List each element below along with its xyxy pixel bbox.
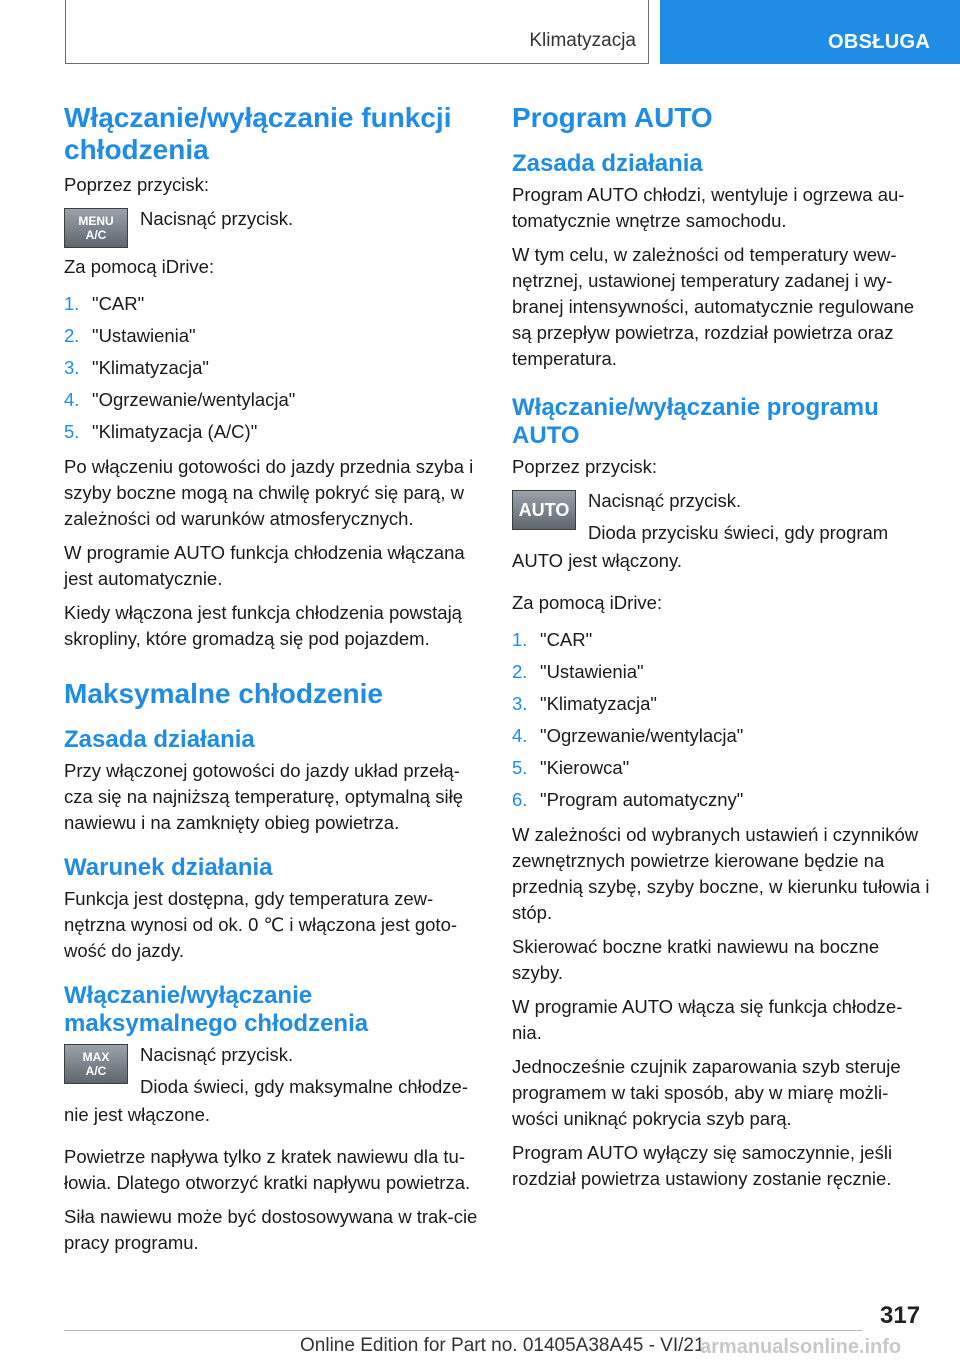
via-idrive-label: Za pomocą iDrive: xyxy=(64,256,215,277)
paragraph: W programie AUTO włącza się funkcja chłodze-nia. xyxy=(512,996,903,1043)
list-item xyxy=(64,320,480,352)
paragraph: W zależności od wybranych ustawień i czynników zewnętrznych powietrze kierowane będzie na przednią szybę, szyby boczne, w kierunku tułowia i stóp. xyxy=(512,824,930,923)
max-button-led-info: Dioda świeci, gdy maksymalne chłodze- xyxy=(140,1076,468,1097)
paragraph: W programie AUTO funkcja chłodzenia włączana jest automatycznie. xyxy=(64,542,465,589)
step-number: 3. xyxy=(64,357,80,378)
via-button-label: Poprzez przycisk: xyxy=(64,174,209,195)
paragraph: Program AUTO chłodzi, wentyluje i ogrzewa au-tomatycznie wnętrze samochodu. xyxy=(512,184,905,231)
auto-button-label: AUTO xyxy=(518,500,570,520)
page-number: 317 xyxy=(880,1302,921,1329)
header-box xyxy=(65,0,649,64)
step-text: "Ogrzewanie/wentylacja" xyxy=(540,725,744,746)
max-ac-button-icon xyxy=(64,1044,128,1084)
list-item xyxy=(512,752,932,784)
paragraph: Funkcja jest dostępna, gdy temperatura zew-nętrzna wynosi od ok. 0 ℃ i włączona jest goto-wość do jazdy. xyxy=(64,888,458,961)
list-item xyxy=(512,656,932,688)
step-number: 1. xyxy=(64,293,80,314)
paragraph: Powietrze napływa tylko z kratek nawiewu dla tu-łowia. Dlatego otworzyć kratki napływu powietrza. xyxy=(64,1146,471,1193)
footer-divider xyxy=(64,1330,862,1331)
auto-button-led-info: Dioda przycisku świeci, gdy program xyxy=(588,522,889,543)
step-text: "Klimatyzacja" xyxy=(92,357,209,378)
header-section-title: Klimatyzacja xyxy=(529,30,636,51)
paragraph: Siła nawiewu może być dostosowywana w trak-cie pracy programu. xyxy=(64,1206,478,1253)
step-text: "CAR" xyxy=(92,293,145,314)
list-item xyxy=(512,624,932,656)
ac-button-instruction: Nacisnąć przycisk. xyxy=(140,208,294,229)
step-text: "Kierowca" xyxy=(540,757,630,778)
list-item xyxy=(512,720,932,752)
step-text: "Klimatyzacja (A/C)" xyxy=(92,421,258,442)
auto-button-row xyxy=(512,488,932,546)
list-item xyxy=(512,784,932,816)
step-text: "Ustawienia" xyxy=(92,325,196,346)
step-text: "Ogrzewanie/wentylacja" xyxy=(92,389,296,410)
heading-cooling-toggle: Włączanie/wyłączanie funkcji chłodzenia xyxy=(64,102,452,165)
idrive-steps-list xyxy=(64,288,480,448)
menu-ac-line1: MENU xyxy=(78,214,114,228)
paragraph: Kiedy włączona jest funkcja chłodzenia powstają skropliny, które gromadzą się pod pojazdem. xyxy=(64,602,462,649)
list-item xyxy=(64,288,480,320)
paragraph: Po włączeniu gotowości do jazdy przednia szyba i szyby boczne mogą na chwilę pokryć się parą, w zależności od warunków atmosferycznych. xyxy=(64,456,474,529)
step-number: 5. xyxy=(64,421,80,442)
max-button-row xyxy=(64,1042,480,1100)
paragraph: Jednocześnie czujnik zaparowania szyb steruje programem w taki sposób, aby w miarę możli-wości uniknąć pokrycia szyb parą. xyxy=(512,1056,901,1129)
list-item xyxy=(64,416,480,448)
watermark: armanualsonline.info xyxy=(700,1336,902,1358)
header-chapter-tab xyxy=(660,0,960,64)
auto-button-led-info-cont: AUTO jest włączony. xyxy=(512,550,682,571)
step-number: 2. xyxy=(64,325,80,346)
auto-button-instruction: Nacisnąć przycisk. xyxy=(588,490,742,511)
max-button-text xyxy=(140,1042,468,1100)
step-text: "CAR" xyxy=(540,629,593,650)
step-text: "Ustawienia" xyxy=(540,661,644,682)
heading-max-toggle: Włączanie/wyłączanie maksymalnego chłodzenia xyxy=(64,982,369,1037)
step-number: 1. xyxy=(512,629,528,650)
paragraph: W tym celu, w zależności od temperatury wew-nętrznej, ustawionej temperatury zadanej i wy-branej intensywności, automatycznie regulowane są przepływ powietrza, rozdział powietrza oraz temperatura. xyxy=(512,244,915,369)
max-button-instruction: Nacisnąć przycisk. xyxy=(140,1044,294,1065)
step-number: 4. xyxy=(64,389,80,410)
heading-auto-toggle: Włączanie/wyłączanie programu AUTO xyxy=(512,394,879,449)
right-column xyxy=(512,102,932,1200)
list-item xyxy=(64,384,480,416)
step-number: 3. xyxy=(512,693,528,714)
step-number: 2. xyxy=(512,661,528,682)
step-number: 4. xyxy=(512,725,528,746)
max-ac-line2: A/C xyxy=(85,1064,107,1078)
max-button-led-info-cont: nie jest włączone. xyxy=(64,1104,211,1125)
step-number: 6. xyxy=(512,789,528,810)
heading-condition: Warunek działania xyxy=(64,854,273,881)
via-idrive-label: Za pomocą iDrive: xyxy=(512,592,663,613)
menu-ac-button-icon xyxy=(64,208,128,248)
paragraph: Program AUTO wyłączy się samoczynnie, jeśli rozdział powietrza ustawiony zostanie ręcznie. xyxy=(512,1142,893,1189)
auto-button-text xyxy=(588,488,888,546)
list-item xyxy=(512,688,932,720)
heading-max-cooling: Maksymalne chłodzenie xyxy=(64,678,384,709)
footer-edition: Online Edition for Part no. 01405A38A45 - VI/21 xyxy=(300,1335,705,1356)
idrive-steps-list xyxy=(512,624,932,816)
heading-principle: Zasada działania xyxy=(64,726,255,753)
step-text: "Program automatyczny" xyxy=(540,789,744,810)
via-button-label: Poprzez przycisk: xyxy=(512,456,657,477)
header-chapter-label: OBSŁUGA xyxy=(828,31,931,53)
max-ac-line1: MAX xyxy=(82,1050,110,1064)
paragraph: Przy włączonej gotowości do jazdy układ przełą-cza się na najniższą temperaturę, optymalną siłę nawiewu i na zamknięty obieg powietrza. xyxy=(64,760,463,833)
heading-principle: Zasada działania xyxy=(512,150,703,177)
list-item xyxy=(64,352,480,384)
left-column xyxy=(64,102,480,1264)
ac-button-row xyxy=(64,206,480,248)
ac-button-text xyxy=(140,206,293,248)
menu-ac-line2: A/C xyxy=(85,228,107,242)
step-number: 5. xyxy=(512,757,528,778)
step-text: "Klimatyzacja" xyxy=(540,693,657,714)
paragraph: Skierować boczne kratki nawiewu na boczne szyby. xyxy=(512,936,880,983)
auto-button-icon xyxy=(512,490,576,530)
heading-auto-program: Program AUTO xyxy=(512,102,713,133)
